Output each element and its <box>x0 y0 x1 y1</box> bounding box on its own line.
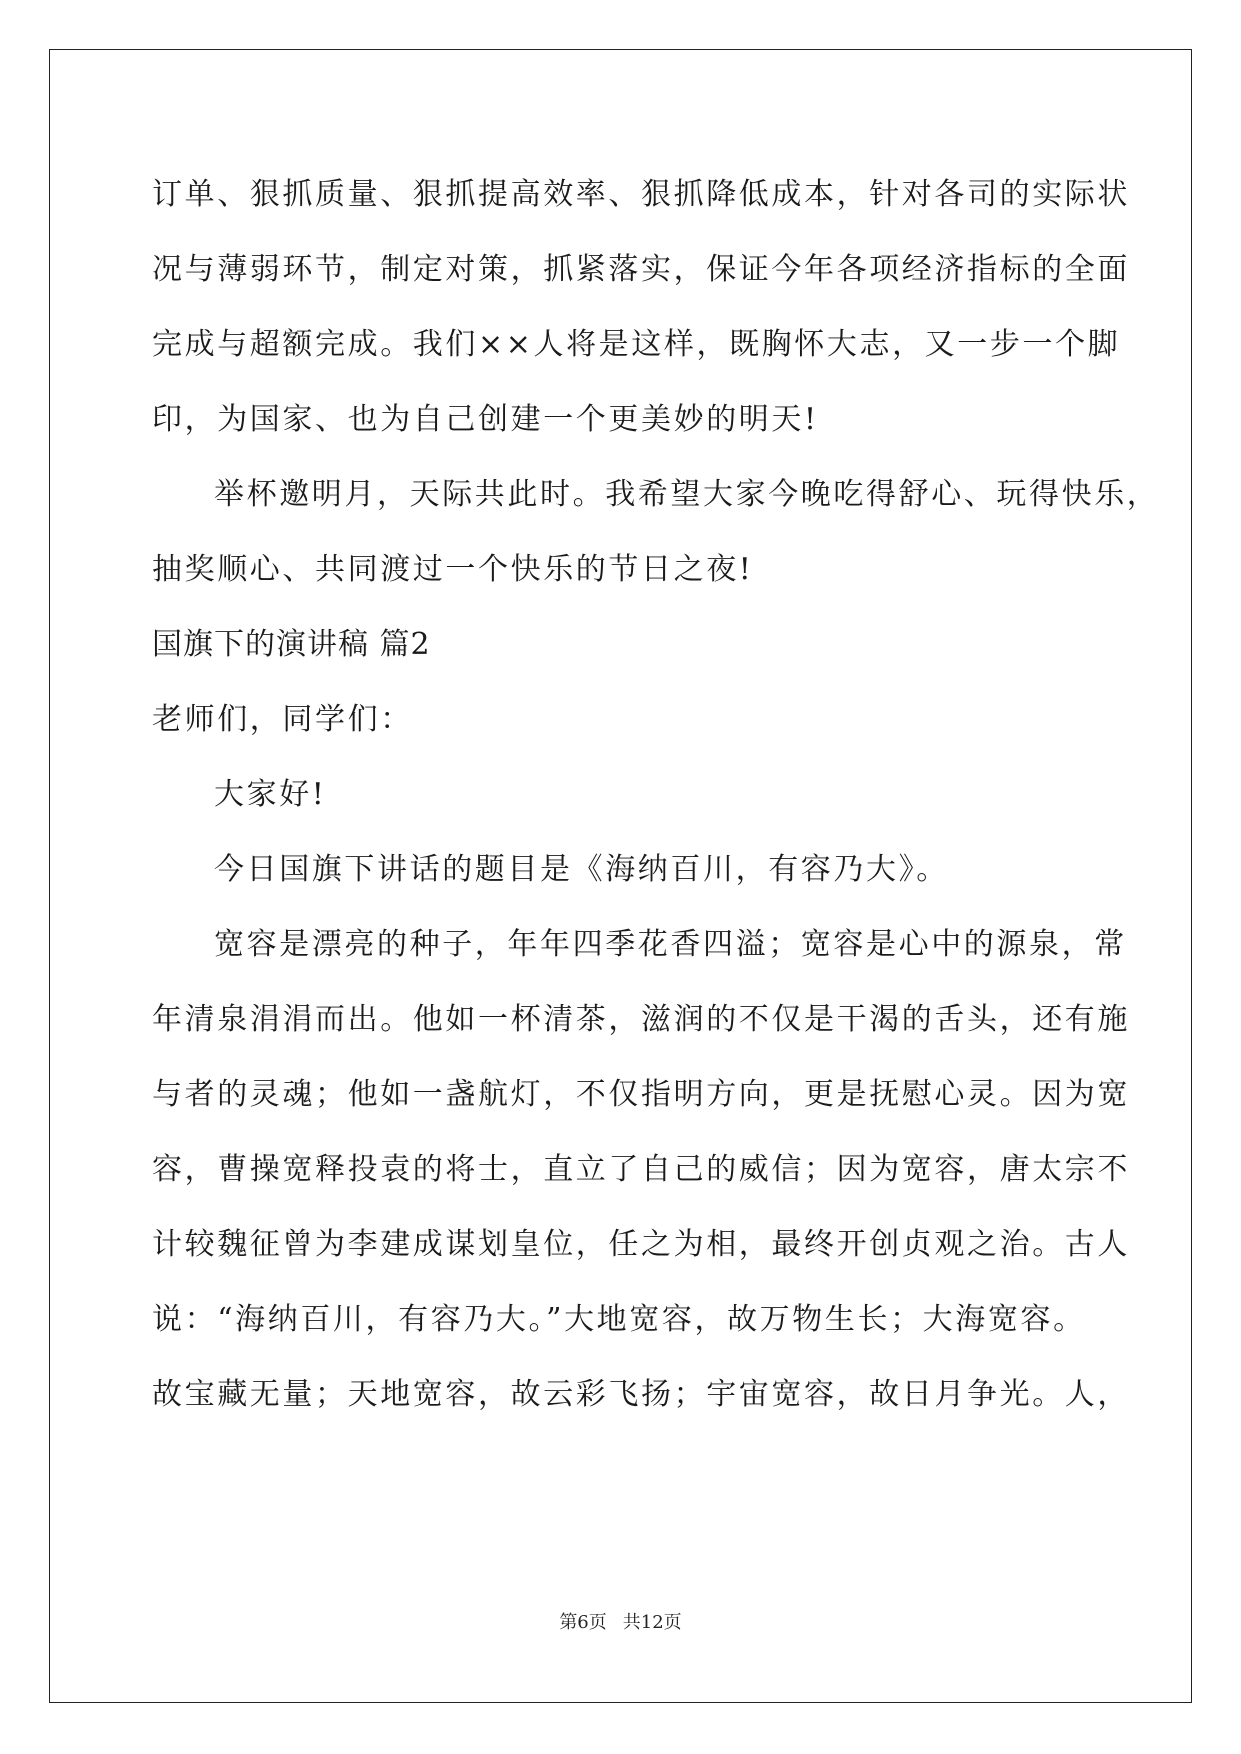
section-heading: 国旗下的演讲稿 篇2 <box>152 627 431 662</box>
text-line: 计较魏征曾为李建成谋划皇位，任之为相，最终开创贞观之治。古人 <box>152 1227 1130 1262</box>
paragraph-start: 举杯邀明月，天际共此时。我希望大家今晚吃得舒心、玩得快乐， <box>214 477 1160 512</box>
text-line: 抽奖顺心、共同渡过一个快乐的节日之夜! <box>152 552 754 587</box>
text-line: 订单、狠抓质量、狠抓提高效率、狠抓降低成本，针对各司的实际状 <box>152 177 1130 212</box>
text-line: 容，曹操宽释投袁的将士，直立了自己的威信；因为宽容，唐太宗不 <box>152 1152 1130 1187</box>
page-footer <box>0 1608 1241 1634</box>
greeting: 大家好! <box>214 777 327 812</box>
text-line: 年清泉涓涓而出。他如一杯清茶，滋润的不仅是干渴的舌头，还有施 <box>152 1002 1130 1037</box>
page-total: 共12页 <box>622 1612 682 1633</box>
document-body <box>152 157 1160 1432</box>
salutation: 老师们，同学们： <box>152 702 413 737</box>
text-line: 况与薄弱环节，制定对策，抓紧落实，保证今年各项经济指标的全面 <box>152 252 1130 287</box>
text-line: 印，为国家、也为自己创建一个更美妙的明天! <box>152 402 819 437</box>
speech-topic: 今日国旗下讲话的题目是《海纳百川，有容乃大》。 <box>214 852 949 887</box>
paragraph-start: 宽容是漂亮的种子，年年四季花香四溢；宽容是心中的源泉，常 <box>214 927 1127 962</box>
text-line: 完成与超额完成。我们××人将是这样，既胸怀大志，又一步一个脚 <box>152 327 1121 362</box>
page-number: 第6页 <box>559 1612 607 1633</box>
text-line: 与者的灵魂；他如一盏航灯，不仅指明方向，更是抚慰心灵。因为宽 <box>152 1077 1130 1112</box>
text-line: 说：“海纳百川，有容乃大。”大地宽容，故万物生长；大海宽容。 <box>152 1302 1086 1337</box>
text-line: 故宝藏无量；天地宽容，故云彩飞扬；宇宙宽容，故日月争光。人， <box>152 1377 1130 1412</box>
